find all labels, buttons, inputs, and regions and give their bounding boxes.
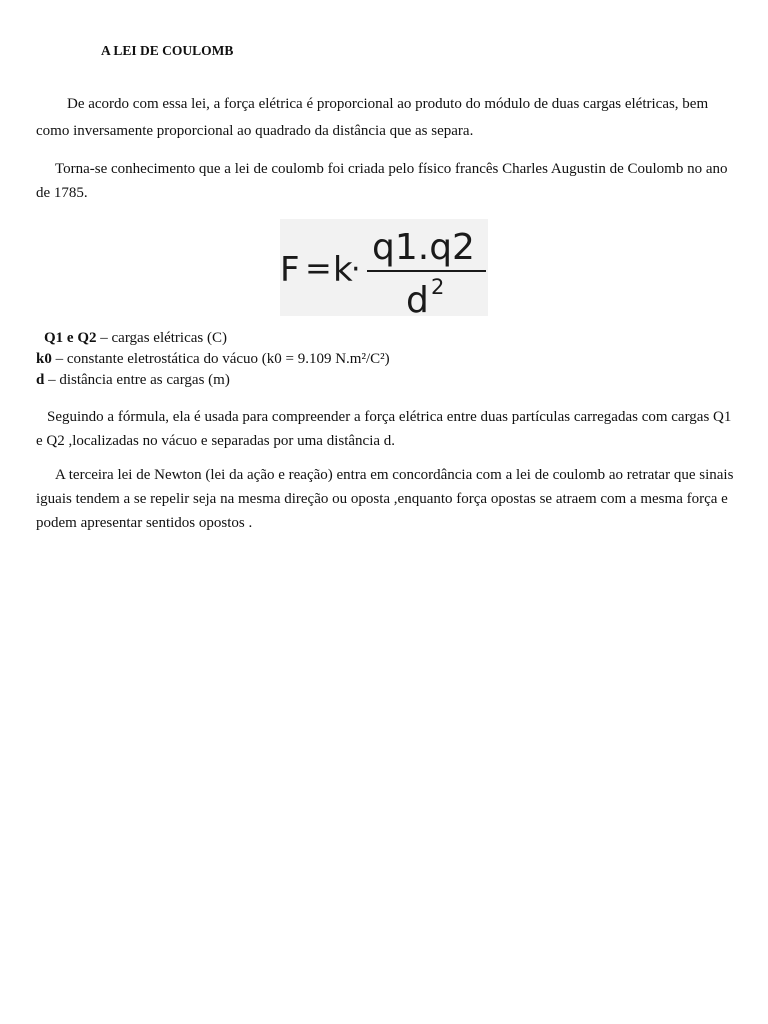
formula-k: k xyxy=(333,250,353,290)
definition-description: cargas elétricas (C) xyxy=(111,330,227,346)
definition-separator: – xyxy=(96,330,112,346)
document-title: A LEI DE COULOMB xyxy=(101,43,234,58)
formula-equals: = xyxy=(305,249,332,287)
formula-numerator: q1.q2 xyxy=(372,227,475,268)
definition-description: constante eletrostática do vácuo (k0 = 9.109 N.m²/C²) xyxy=(66,351,390,367)
formula-f: F xyxy=(280,250,300,290)
formula-denominator: d xyxy=(406,280,429,316)
definition-term: k0 xyxy=(36,351,52,367)
paragraph-formula-usage: Seguindo a fórmula, ela é usada para compreender a força elétrica entre duas partículas carregadas com cargas Q1 e Q2 ,localizadas no vácuo e separadas por uma distância d. xyxy=(36,409,732,449)
paragraph-history: Torna-se conhecimento que a lei de coulomb foi criada pelo físico francês Charles Augustin de Coulomb no ano de 1785. xyxy=(36,161,728,201)
paragraph-newton-third-law: A terceira lei de Newton (lei da ação e reação) entra em concordância com a lei de coulomb ao retratar que sinais iguais tendem a se repelir seja na mesma direção ou oposta ,enquanto força opostas se atraem com a mesma força e podem apresentar sentidos opostos . xyxy=(36,467,734,531)
formula-exponent: 2 xyxy=(431,275,445,299)
definition-separator: – xyxy=(51,351,67,367)
definition-term: Q1 e Q2 xyxy=(44,330,97,346)
paragraph-definition: De acordo com essa lei, a força elétrica é proporcional ao produto do módulo de duas cargas elétricas, bem como inversamente proporcional ao quadrado da distância que as separa. xyxy=(36,96,709,139)
definition-item xyxy=(36,349,390,370)
definition-description: distância entre as cargas (m) xyxy=(59,372,230,388)
definition-term: d xyxy=(36,372,45,388)
definition-item xyxy=(36,328,227,349)
definition-separator: – xyxy=(44,372,60,388)
definition-item xyxy=(36,370,230,391)
coulomb-formula-image xyxy=(280,219,488,316)
formula-dot: · xyxy=(351,252,361,287)
